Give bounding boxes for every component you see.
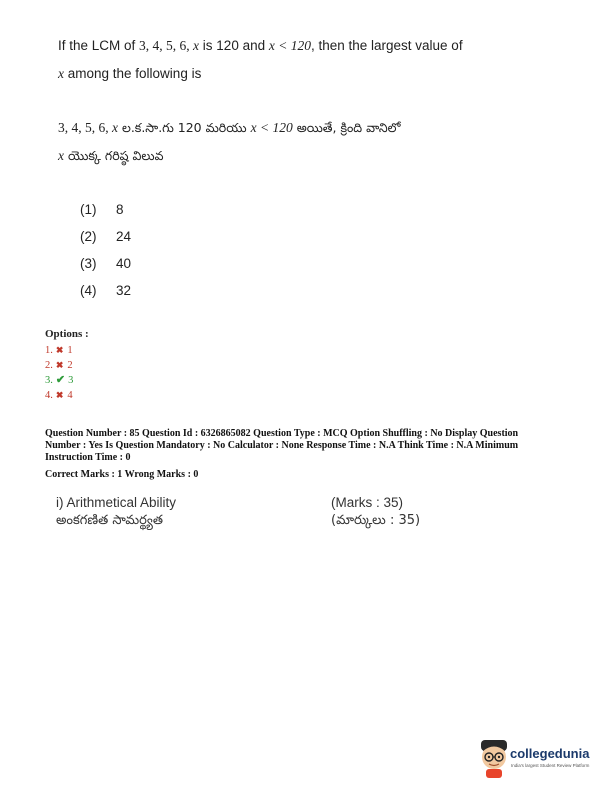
logo-tagline: India's largest Student Review Platform (511, 763, 590, 768)
logo-wordmark: collegedunia (510, 746, 590, 761)
section-title-te: అంకగణిత సామర్థ్యత (56, 513, 164, 528)
answer-option-3: 3. ✔ 3 (45, 374, 74, 386)
answer-option-1: 1. ✖ 1 (45, 345, 73, 356)
section-marks-en: (Marks : 35) (331, 495, 404, 510)
cross-icon: ✖ (55, 360, 64, 370)
question-meta (45, 428, 565, 481)
choice-4: (4) 32 (80, 283, 132, 298)
section-title-en: i) Arithmetical Ability (56, 495, 177, 510)
question-text-te-line1: 3, 4, 5, 6, x ల.క.సా.గు 120 మరియు x < 120 అయితే, క్రింది వానిలో (58, 120, 401, 135)
answer-option-2: 2. ✖ 2 (45, 360, 73, 371)
choice-2: (2) 24 (80, 229, 132, 244)
question-text-en-line1: If the LCM of 3, 4, 5, 6, x is 120 and x < 120, then the largest value of (58, 38, 463, 53)
section-marks-te: (మార్కులు : 35) (331, 513, 421, 528)
check-icon: ✔ (55, 374, 66, 386)
options-heading: Options : (45, 328, 89, 340)
choice-1: (1) 8 (80, 202, 124, 217)
choice-3: (3) 40 (80, 256, 132, 271)
meta-line-3: Instruction Time : 0 (45, 452, 131, 463)
cross-icon: ✖ (55, 345, 64, 355)
collegedunia-mascot-icon (476, 738, 512, 778)
marks-line: Correct Marks : 1 Wrong Marks : 0 (45, 469, 199, 480)
cross-icon: ✖ (55, 390, 64, 400)
answer-key-list (45, 343, 73, 403)
question-text-te-line2: x యొక్క గరిష్ఠ విలువ (58, 148, 164, 163)
meta-line-1: Question Number : 85 Question Id : 6326865082 Question Type : MCQ Option Shuffling : No Display Question (45, 428, 519, 439)
answer-option-4: 4. ✖ 4 (45, 390, 73, 401)
question-text-en-line2: x among the following is (58, 66, 202, 81)
meta-line-2: Number : Yes Is Question Mandatory : No Calculator : None Response Time : N.A Think Time : N.A Minimum (45, 440, 519, 451)
